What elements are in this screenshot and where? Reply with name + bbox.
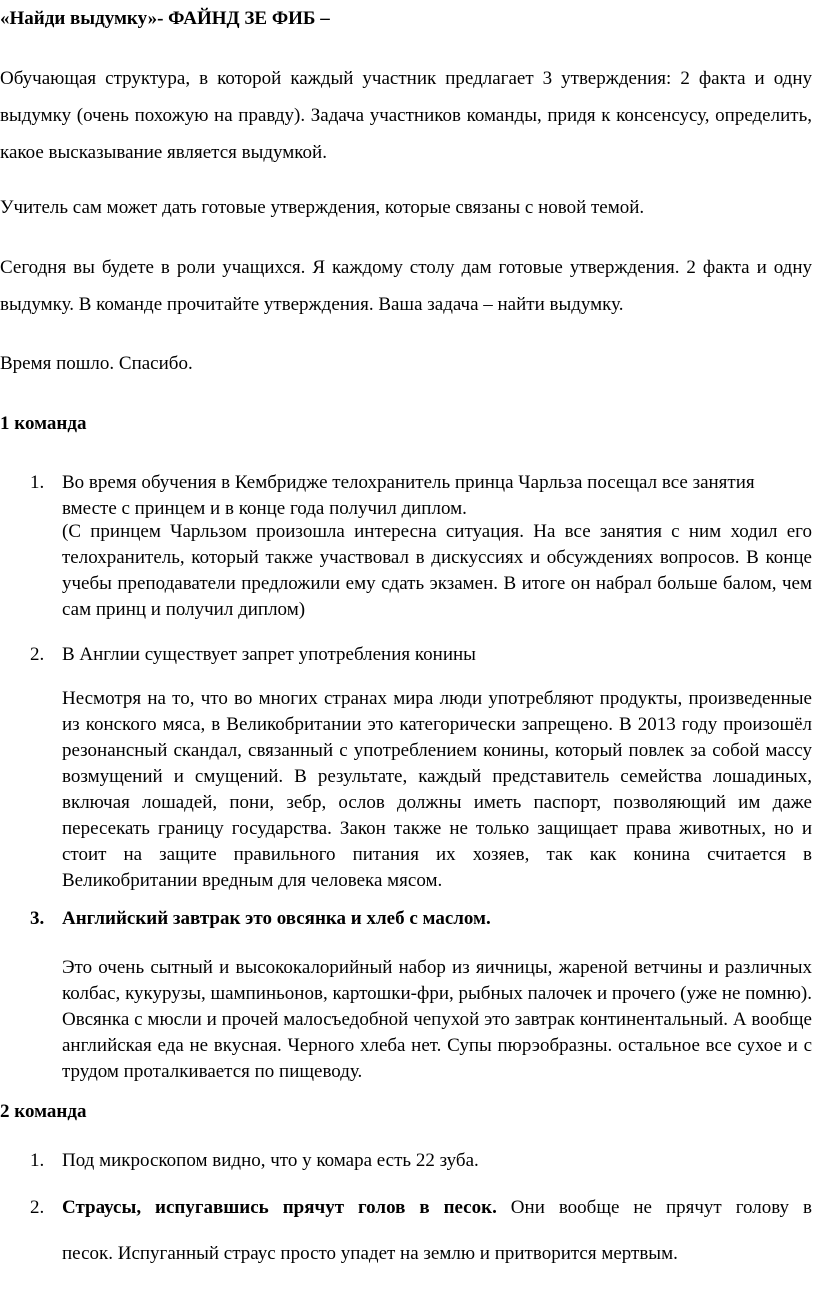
team1-item-2-explanation: Несмотря на то, что во многих странах мира люди употребляют продукты, произведенные из конского мяса, в Великобритании это категорически запрещено. В 2013 году произошёл резонансный скандал, связанный с употреблением конины, который повлек за собой массу возмущений и смущений. В результате, каждый представитель семейства лошадиных, включая лошадей, пони, зебр, ослов должны иметь паспорт, позволяющий им даже пересекать границу государства. Закон также не только защищает права животных, но и стоит на защите правильного питания их хозяев, так как конина считается в Великобритании вредным для человека мясом. — [62, 688, 812, 891]
intro-paragraph: Обучающая структура, в которой каждый участник предлагает 3 утверждения: 2 факта и одну выдумку (очень похожую на правду). Задача участников команды, придя к консенсусу, определить, какое высказывание является выдумкой. — [0, 68, 812, 163]
teacher-note: Учитель сам может дать готовые утверждения, которые связаны с новой темой. — [0, 197, 645, 218]
list-number: 1. — [30, 472, 45, 493]
role-instruction: Сегодня вы будете в роли учащихся. Я каждому столу дам готовые утверждения. 2 факта и одну выдумку. В команде прочитайте утверждения. Ваша задача – найти выдумку. — [0, 257, 812, 315]
team2-item-2-rest: Они вообще не прячут голову в — [496, 1197, 813, 1218]
team1-item-1-statement: Во время обучения в Кембридже телохранитель принца Чарльза посещал все занятия вместе с принцем и в конце года получил диплом. — [62, 472, 755, 519]
list-number: 1. — [30, 1150, 45, 1171]
time-started: Время пошло. Спасибо. — [0, 353, 193, 374]
team2-item-2-bold-statement: Страусы, испугавшись прячут голов в песок. — [62, 1197, 497, 1218]
team2-heading: 2 команда — [0, 1101, 87, 1122]
list-number: 3. — [30, 908, 45, 929]
document-title: «Найди выдумку»- ФАЙНД ЗЕ ФИБ – — [0, 8, 330, 29]
list-number: 2. — [30, 1197, 45, 1218]
team1-item-3-explanation: Это очень сытный и высококалорийный набор из яичницы, жареной ветчины и различных колбас, кукурузы, шампиньонов, картошки-фри, рыбных палочек и прочего (уже не помню). Овсянка с мюсли и прочей малосъедобной чепухой это завтрак континентальный. А вообще английская еда не вкусная. Черного хлеба нет. Супы пюрэобразны. остальное все сухое и с трудом проталкивается по пищеводу. — [62, 957, 812, 1082]
team1-item-1-explanation: (С принцем Чарльзом произошла интересна ситуация. На все занятия с ним ходил его телохранитель, который также участвовал в дискуссиях и обсуждениях вопросов. В конце учебы преподаватели предложили ему сдать экзамен. В итоге он набрал больше балом, чем сам принц и получил диплом) — [62, 521, 812, 620]
list-number: 2. — [30, 644, 45, 665]
team1-heading: 1 команда — [0, 413, 87, 434]
team2-item-1-statement: Под микроскопом видно, что у комара есть 22 зуба. — [62, 1150, 479, 1171]
team1-item-2-statement: В Англии существует запрет употребления конины — [62, 644, 476, 665]
team2-item-2-line — [62, 1195, 812, 1221]
team1-item-3-statement: Английский завтрак это овсянка и хлеб с маслом. — [62, 908, 491, 929]
team2-item-2-continuation: песок. Испуганный страус просто упадет на землю и притворится мертвым. — [62, 1243, 678, 1264]
